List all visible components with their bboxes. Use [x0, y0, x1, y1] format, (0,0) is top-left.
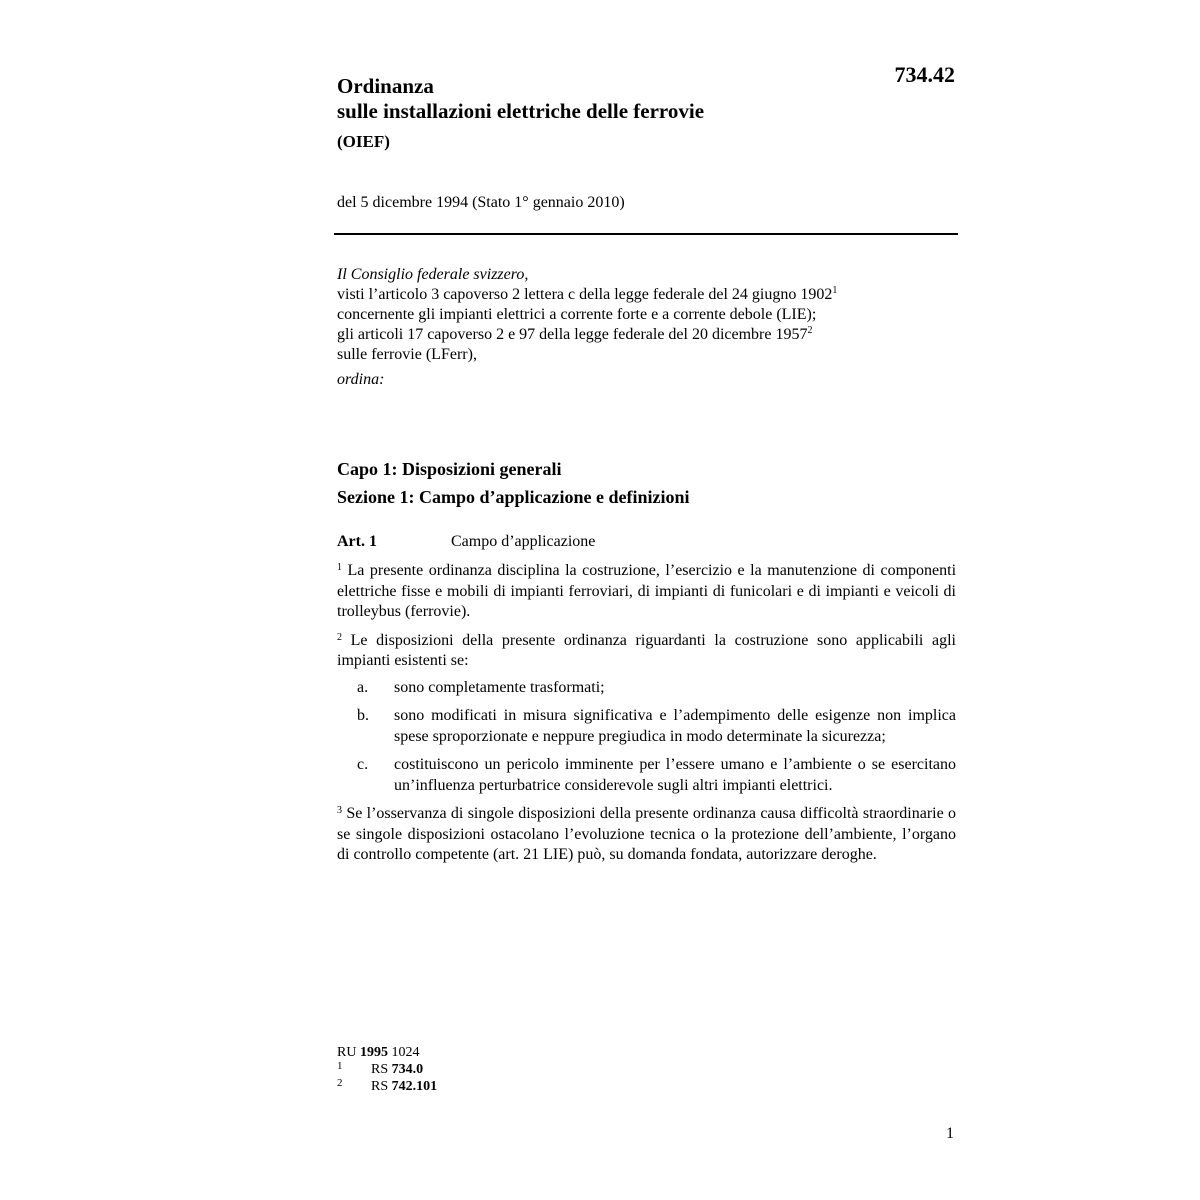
- article-title: Campo d’applicazione: [451, 533, 596, 550]
- conditions-list: [337, 678, 956, 797]
- title-line-2: sulle installazioni elettriche delle ferrovie: [337, 99, 705, 123]
- list-marker: c.: [357, 756, 369, 773]
- chapter-heading: Capo 1: Disposizioni generali: [337, 459, 562, 479]
- article-1: [337, 531, 956, 874]
- ordinance-date: del 5 dicembre 1994 (Stato 1° gennaio 2010): [337, 194, 625, 211]
- article-header: [337, 531, 956, 557]
- ru-year: 1995: [359, 1045, 388, 1060]
- official-compilation-ref: [337, 1044, 437, 1061]
- footnote-prefix: RS: [371, 1062, 389, 1077]
- preamble-line-3: [337, 325, 957, 345]
- list-item-text: sono modificati in misura significativa e l’adempimento delle esigenze non implica spese sproporzionate e neppure pregiudica in modo determinate la sicurezza;: [394, 707, 956, 745]
- title-abbreviation: (OIEF): [337, 132, 390, 151]
- section-heading: Sezione 1: Campo d’applicazione e definizioni: [337, 487, 690, 507]
- footnote-ref-2[interactable]: 2: [807, 325, 813, 336]
- title-line-1: Ordinanza: [337, 74, 434, 98]
- preamble-line-1-text: visti l’articolo 3 capoverso 2 lettera c della legge federale del 24 giugno 1902: [337, 286, 833, 303]
- preamble-line-2: concernente gli impianti elettrici a corrente forte e a corrente debole (LIE);: [337, 306, 817, 323]
- footnote-number: 1: [337, 1060, 343, 1072]
- list-marker: b.: [357, 707, 369, 724]
- paragraph-3: [337, 804, 956, 866]
- section-headings: [337, 455, 957, 511]
- paragraph-text: Se l’osservanza di singole disposizioni della presente ordinanza causa difficoltà straordinarie o se singole disposizioni ostacolano l’evoluzione tecnica o la protezione dell’ambiente, l’organo di controllo competente (art. 21 LIE) può, su domanda fondata, autorizzare deroghe.: [337, 805, 957, 863]
- paragraph-2: [337, 631, 956, 672]
- preamble-ordina: ordina:: [337, 371, 385, 388]
- list-item-b: [337, 706, 956, 747]
- list-item-c: [337, 755, 956, 796]
- footnote-text: [337, 1062, 423, 1077]
- footnote-2: [337, 1078, 437, 1095]
- preamble-line-1: [337, 285, 957, 305]
- footnote-prefix: RS: [371, 1079, 389, 1094]
- footnote-text: [337, 1079, 437, 1094]
- list-marker: a.: [357, 678, 369, 696]
- footnote-ref[interactable]: 734.0: [391, 1062, 424, 1077]
- paragraph-number: 3: [337, 805, 342, 816]
- horizontal-rule: [334, 233, 958, 235]
- sr-number: 734.42: [894, 62, 955, 87]
- paragraph-text: Le disposizioni della presente ordinanza riguardanti la costruzione sono applicabili agli impianti esistenti se:: [337, 631, 957, 669]
- preamble-line-3-text: gli articoli 17 capoverso 2 e 97 della legge federale del 20 dicembre 1957: [337, 326, 808, 343]
- article-number: Art. 1: [337, 533, 377, 550]
- preamble-authority: Il Consiglio federale svizzero,: [337, 266, 529, 283]
- preamble-line-4: sulle ferrovie (LFerr),: [337, 346, 477, 363]
- list-item-text: costituiscono un pericolo imminente per l’essere umano e l’ambiente o se esercitano un’influenza perturbatrice considerevole sugli altri impianti elettrici.: [394, 756, 956, 794]
- page-number: 1: [946, 1125, 954, 1142]
- list-item-a: [337, 678, 956, 699]
- paragraph-number: 2: [337, 631, 342, 643]
- ru-page: 1024: [391, 1045, 420, 1060]
- footnotes: [337, 1044, 437, 1095]
- footnote-ref[interactable]: 742.101: [391, 1079, 438, 1094]
- paragraph-1: [337, 561, 956, 623]
- footnote-number: 2: [337, 1077, 343, 1089]
- preamble: [337, 265, 957, 390]
- footnote-1: [337, 1061, 437, 1078]
- paragraph-text: La presente ordinanza disciplina la costruzione, l’esercizio e la manutenzione di componenti elettriche fisse e mobili di impianti ferroviari, di impianti di funicolari e di impianti e veicoli di trolleybus (ferrovie).: [337, 562, 957, 620]
- footnote-ref-1[interactable]: 1: [832, 285, 838, 296]
- title-block: [337, 74, 937, 152]
- list-item-text: sono completamente trasformati;: [394, 678, 605, 696]
- ru-prefix: RU: [337, 1045, 357, 1060]
- paragraph-number: 1: [337, 562, 342, 573]
